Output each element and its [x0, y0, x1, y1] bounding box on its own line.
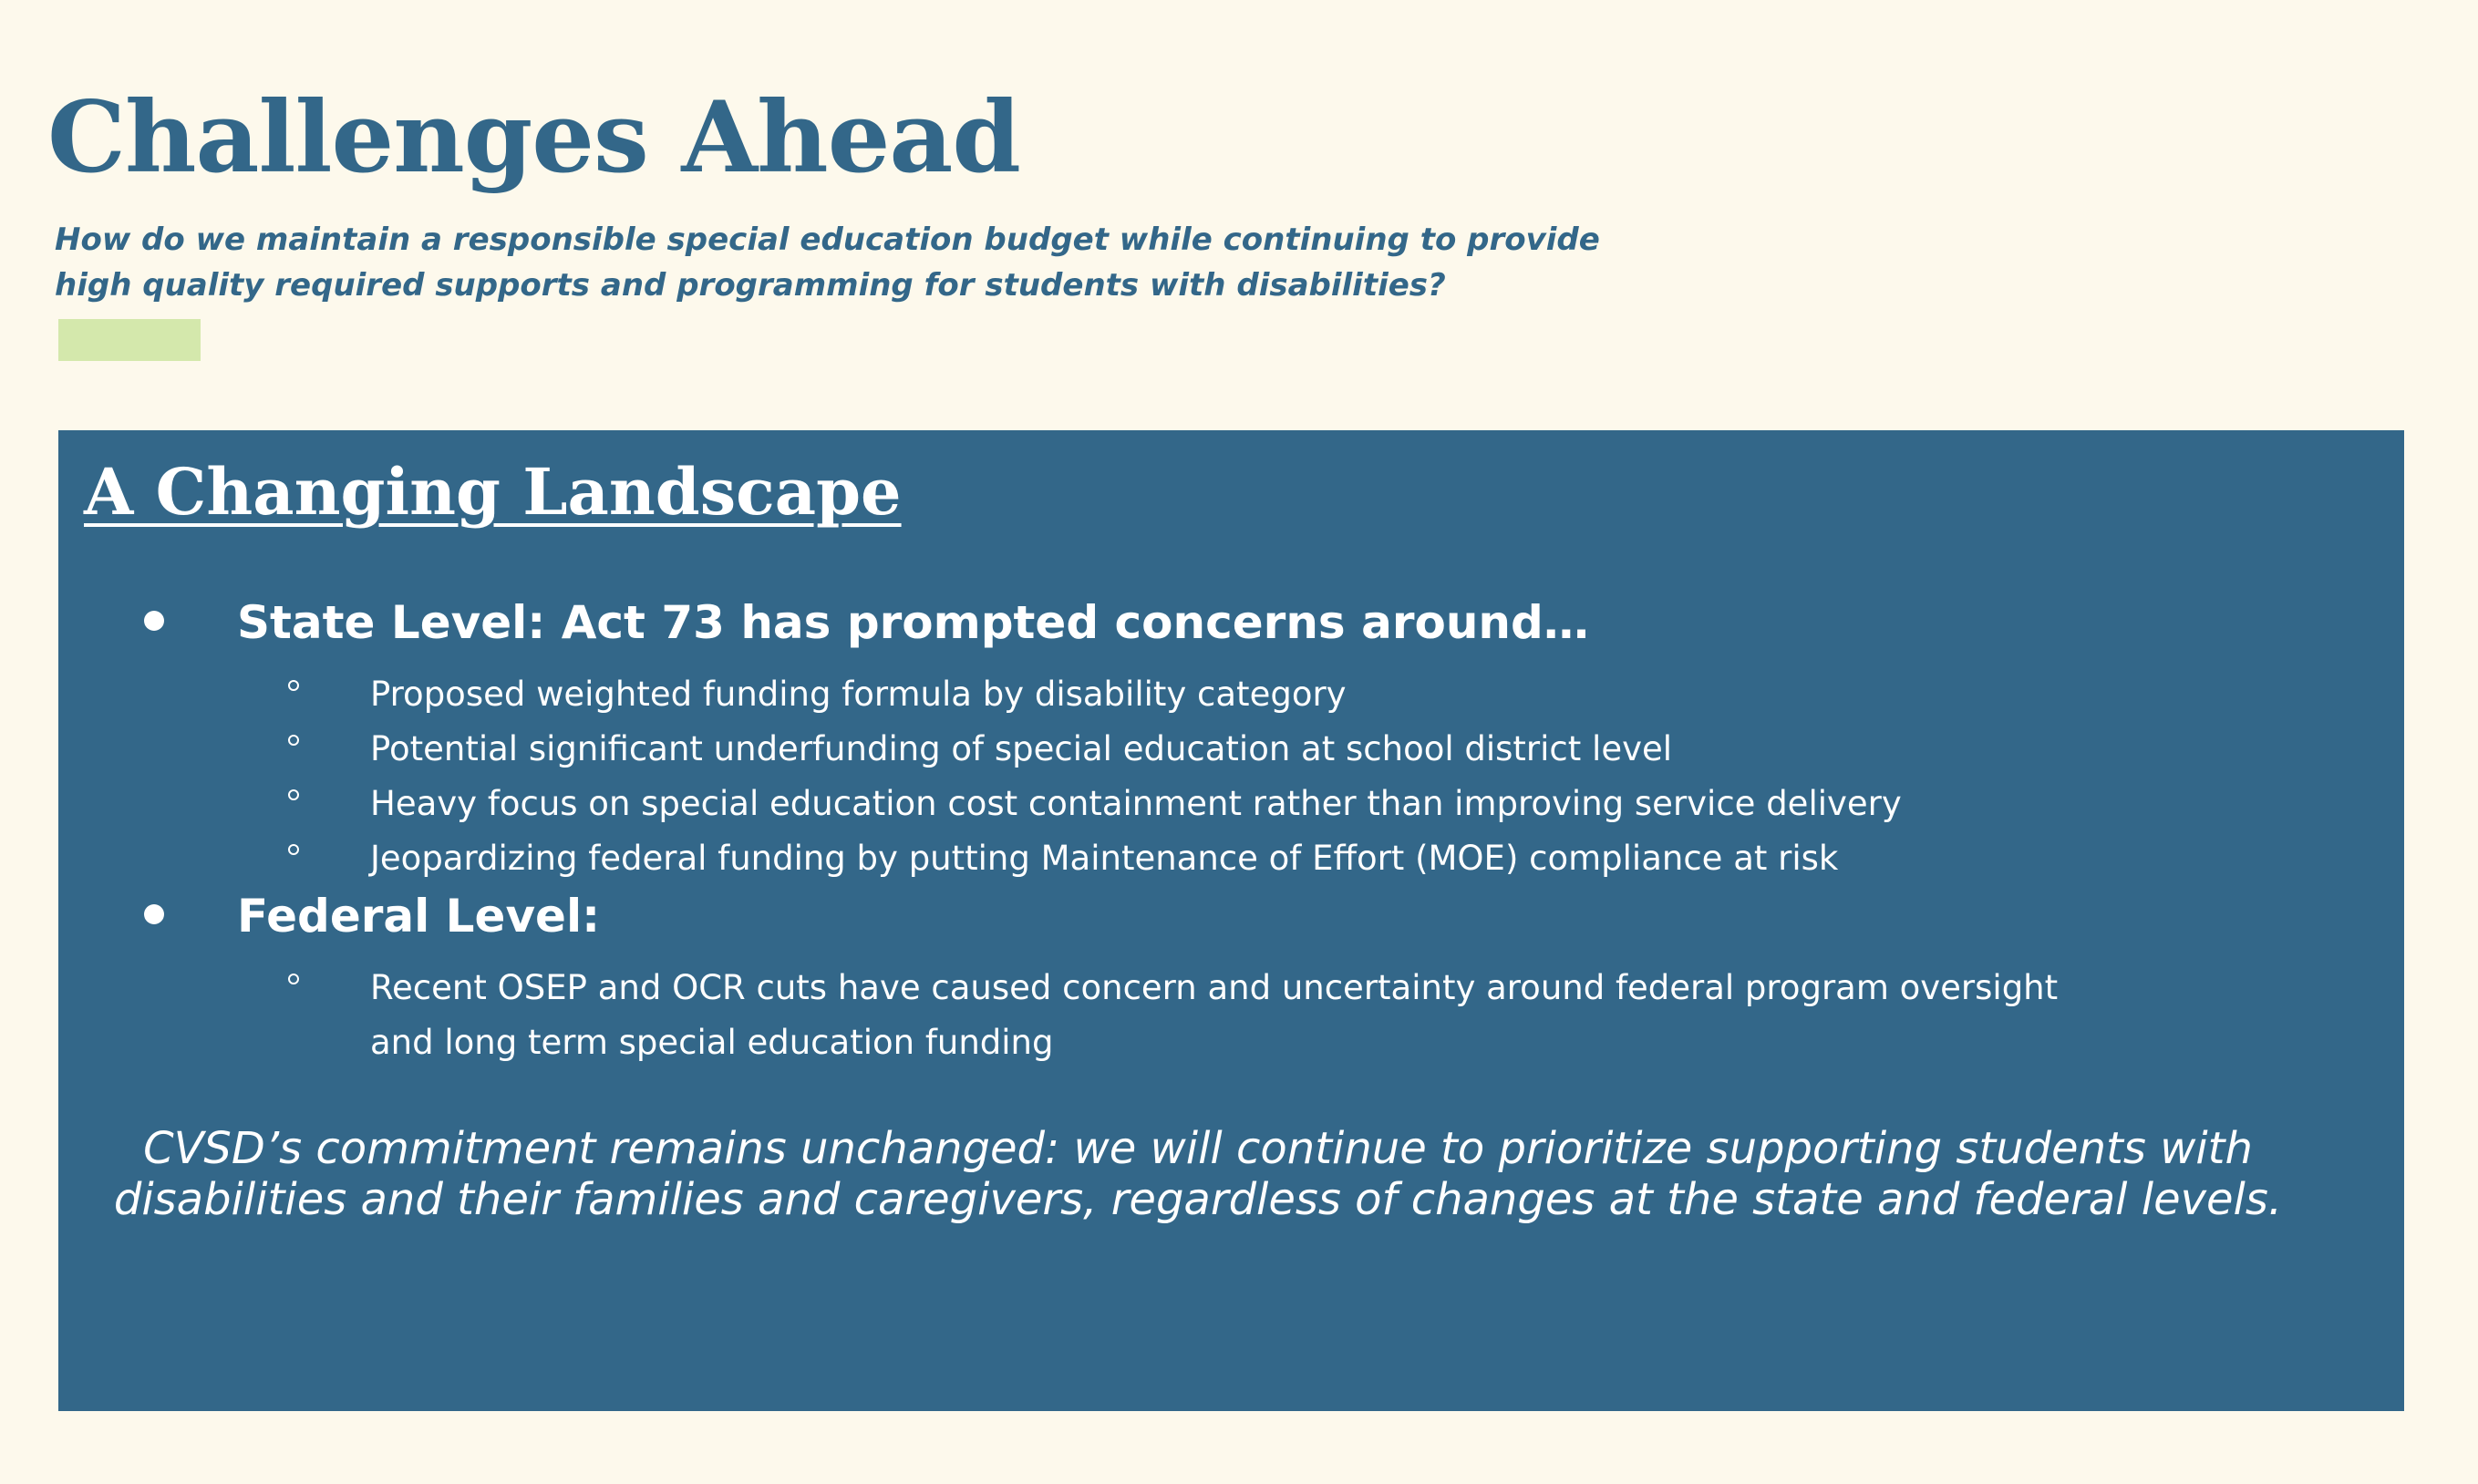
- subtitle-line-1: How do we maintain a responsible special education budget while continuing to provide: [55, 222, 1600, 258]
- state-concern-text: Potential significant underfunding of special education at school district level: [370, 729, 1673, 768]
- state-concern-text: Heavy focus on special education cost containment rather than improving service delivery: [370, 784, 1902, 823]
- federal-level-title: Federal Level:: [237, 890, 601, 943]
- panel-heading: A Changing Landscape: [84, 454, 902, 530]
- bullet-circle-icon: [288, 735, 299, 746]
- commitment-statement: CVSD’s commitment remains unchanged: we will continue to prioritize supporting students with disabilities and their families and caregivers, regardless of changes at the state and federal levels.: [113, 1123, 2283, 1225]
- bullet-circle-icon: [288, 974, 299, 984]
- state-level-item: [58, 598, 2246, 653]
- bullet-circle-icon: [288, 789, 299, 800]
- state-concern-text: Jeopardizing federal funding by putting Maintenance of Effort (MOE) compliance at risk: [370, 839, 1839, 878]
- page-title: Challenges Ahead: [47, 80, 1020, 195]
- subtitle-line-2: high quality required supports and programming for students with disabilities?: [55, 267, 1446, 304]
- federal-concern-text: Recent OSEP and OCR cuts have caused concern and uncertainty around federal program oversight and long term special education funding: [370, 968, 2059, 1062]
- federal-level-item: [58, 891, 2246, 946]
- bullet-dot-icon: [144, 904, 164, 924]
- accent-bar: [58, 319, 201, 361]
- state-level-title: State Level: Act 73 has prompted concerns around…: [237, 596, 1589, 649]
- state-concern-text: Proposed weighted funding formula by disability category: [370, 675, 1347, 714]
- bullet-circle-icon: [288, 680, 299, 691]
- bullet-circle-icon: [288, 844, 299, 855]
- changing-landscape-panel: [58, 430, 2404, 1411]
- subtitle: [55, 217, 1714, 308]
- bullet-dot-icon: [144, 611, 164, 631]
